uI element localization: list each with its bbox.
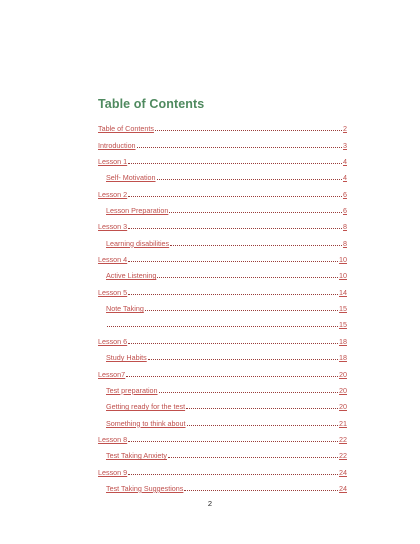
toc-entry-label: Test Taking Anxiety bbox=[106, 451, 167, 461]
toc-entry-page: 15 bbox=[339, 304, 347, 314]
toc-entry[interactable] bbox=[98, 150, 347, 166]
dot-leader bbox=[107, 326, 338, 327]
toc-subentry[interactable] bbox=[98, 297, 347, 313]
toc-entry-label: Lesson 9 bbox=[98, 467, 128, 477]
dot-leader bbox=[157, 179, 342, 180]
page-number: 2 bbox=[207, 499, 213, 508]
dot-leader bbox=[128, 228, 342, 229]
toc-entry-page: 10 bbox=[339, 271, 347, 281]
toc-subentry[interactable] bbox=[98, 313, 347, 329]
dot-leader bbox=[128, 294, 338, 295]
dot-leader bbox=[169, 212, 342, 213]
toc-entry-page: 3 bbox=[343, 140, 347, 150]
toc-entry-page: 4 bbox=[343, 173, 347, 183]
toc-entry-label: Self- Motivation bbox=[106, 173, 156, 183]
toc-entry-page: 14 bbox=[339, 287, 347, 297]
toc-entry[interactable] bbox=[98, 428, 347, 444]
dot-leader bbox=[128, 474, 338, 475]
toc-entry[interactable] bbox=[98, 248, 347, 264]
toc-entry-label: Introduction bbox=[98, 140, 136, 150]
toc-entry-label: Lesson 5 bbox=[98, 287, 128, 297]
toc-entry[interactable] bbox=[98, 329, 347, 345]
dot-leader bbox=[128, 261, 338, 262]
toc-entry[interactable] bbox=[98, 460, 347, 476]
toc-entry-page: 6 bbox=[343, 189, 347, 199]
toc-entry-page: 8 bbox=[343, 222, 347, 232]
dot-leader bbox=[128, 441, 338, 442]
dot-leader bbox=[170, 245, 342, 246]
toc-entry-label: Table of Contents bbox=[98, 124, 154, 134]
toc-entry-page: 8 bbox=[343, 238, 347, 248]
toc-entry-page: 24 bbox=[339, 467, 347, 477]
toc-entry-page: 24 bbox=[339, 483, 347, 493]
dot-leader bbox=[128, 163, 342, 164]
toc-entry-page: 6 bbox=[343, 206, 347, 216]
toc-list bbox=[98, 117, 347, 493]
toc-entry-page: 20 bbox=[339, 369, 347, 379]
toc-subentry[interactable] bbox=[98, 411, 347, 427]
dot-leader bbox=[157, 277, 338, 278]
toc-subentry[interactable] bbox=[98, 346, 347, 362]
toc-subentry[interactable] bbox=[98, 231, 347, 247]
toc-entry-page: 20 bbox=[339, 385, 347, 395]
toc-entry-label: Learning disabilities bbox=[106, 238, 170, 248]
toc-entry-label: Lesson 6 bbox=[98, 336, 128, 346]
toc-entry-label: Lesson 3 bbox=[98, 222, 128, 232]
toc-entry-page: 4 bbox=[343, 157, 347, 167]
toc-entry-label: Something to think about bbox=[106, 418, 186, 428]
toc-entry[interactable] bbox=[98, 215, 347, 231]
toc-subentry[interactable] bbox=[98, 477, 347, 493]
dot-leader bbox=[184, 490, 338, 491]
toc-entry-label: Test Taking Suggestions bbox=[106, 483, 184, 493]
toc-entry-page: 18 bbox=[339, 336, 347, 346]
toc-entry-page: 15 bbox=[339, 320, 347, 330]
toc-subentry[interactable] bbox=[98, 264, 347, 280]
toc-entry-page: 22 bbox=[339, 434, 347, 444]
toc-entry[interactable] bbox=[98, 117, 347, 133]
dot-leader bbox=[148, 359, 338, 360]
toc-entry-label: Lesson 4 bbox=[98, 255, 128, 265]
toc-entry-page: 22 bbox=[339, 451, 347, 461]
dot-leader bbox=[145, 310, 338, 311]
toc-entry-label: Test preparation bbox=[106, 385, 158, 395]
dot-leader bbox=[137, 147, 342, 148]
toc-entry[interactable] bbox=[98, 182, 347, 198]
toc-subentry[interactable] bbox=[98, 395, 347, 411]
dot-leader bbox=[186, 408, 338, 409]
toc-entry-page: 10 bbox=[339, 255, 347, 265]
dot-leader bbox=[155, 130, 342, 131]
toc-entry-page: 21 bbox=[339, 418, 347, 428]
dot-leader bbox=[187, 425, 338, 426]
toc-entry-label: Note Taking bbox=[106, 304, 144, 314]
toc-entry-label: Lesson 1 bbox=[98, 157, 128, 167]
toc-entry[interactable] bbox=[98, 133, 347, 149]
toc-entry-label: Lesson7 bbox=[98, 369, 126, 379]
dot-leader bbox=[126, 376, 338, 377]
dot-leader bbox=[128, 343, 338, 344]
toc-entry[interactable] bbox=[98, 280, 347, 296]
toc-entry-page: 20 bbox=[339, 402, 347, 412]
toc-subentry[interactable] bbox=[98, 379, 347, 395]
toc-subentry[interactable] bbox=[98, 166, 347, 182]
toc-subentry[interactable] bbox=[98, 199, 347, 215]
toc-entry-label: Active Listening bbox=[106, 271, 157, 281]
dot-leader bbox=[128, 196, 342, 197]
toc-entry[interactable] bbox=[98, 362, 347, 378]
toc-title: Table of Contents bbox=[98, 97, 205, 111]
toc-entry-page: 18 bbox=[339, 353, 347, 363]
toc-entry-page: 2 bbox=[343, 124, 347, 134]
dot-leader bbox=[159, 392, 338, 393]
toc-entry-label: Getting ready for the test bbox=[106, 402, 186, 412]
toc-entry-label: Lesson 2 bbox=[98, 189, 128, 199]
dot-leader bbox=[168, 457, 338, 458]
toc-entry-label: Study Habits bbox=[106, 353, 147, 363]
toc-entry-label: Lesson 8 bbox=[98, 434, 128, 444]
toc-entry-label: Lesson Preparation bbox=[106, 206, 169, 216]
toc-subentry[interactable] bbox=[98, 444, 347, 460]
